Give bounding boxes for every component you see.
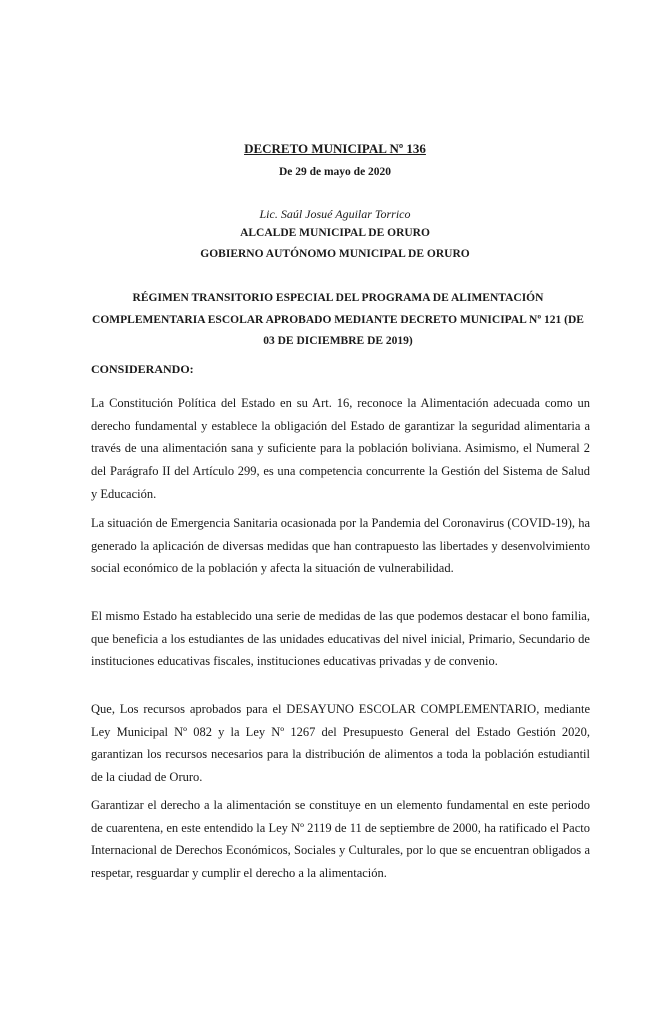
signer-organization: GOBIERNO AUTÓNOMO MUNICIPAL DE ORURO [200, 248, 470, 260]
decree-title: DECRETO MUNICIPAL Nº 136 [244, 141, 426, 156]
paragraph: La situación de Emergencia Sanitaria ocasionada por la Pandemia del Coronavirus (COVID-19), ha generado la aplicación de diversas medidas que han contrapuesto las libertades y desenvolvimiento social económico de la población y afecta la situación de vulnerabilidad. [91, 516, 590, 576]
paragraph: Que, Los recursos aprobados para el DESAYUNO ESCOLAR COMPLEMENTARIO, mediante Ley Municipal Nº 082 y la Ley Nº 1267 del Presupuesto General del Estado Gestión 2020, garantizan los recursos necesarios para la distribución de alimentos a toda la población estudiantil de la ciudad de Oruro. [91, 702, 590, 785]
paragraph: La Constitución Política del Estado en su Art. 16, reconoce la Alimentación adecuada como un derecho fundamental y establece la obligación del Estado de garantizar la seguridad alimentaria a través de una alimentación sana y suficiente para la población boliviana. Asimismo, el Numeral 2 del Parágrafo II del Artículo 299, es una competencia concurrente la Gestión del Sistema de Salud y Educación. [91, 396, 590, 501]
signer-role: ALCALDE MUNICIPAL DE ORURO [240, 227, 430, 239]
considering-heading: CONSIDERANDO: [91, 362, 194, 376]
paragraph: Garantizar el derecho a la alimentación se constituye en un elemento fundamental en este periodo de cuarentena, en este entendido la Ley Nº 2119 de 11 de septiembre de 2000, ha ratificado el Pacto Internacional de Derechos Económicos, Sociales y Culturales, por lo que se encuentran obligados a respetar, resguardar y cumplir el derecho a la alimentación. [91, 798, 590, 881]
decree-subject: RÉGIMEN TRANSITORIO ESPECIAL DEL PROGRAMA DE ALIMENTACIÓN COMPLEMENTARIA ESCOLAR APROBADO MEDIANTE DECRETO MUNICIPAL Nº 121 (DE 03 DE DICIEMBRE DE 2019) [92, 292, 584, 347]
paragraph: El mismo Estado ha establecido una serie de medidas de las que podemos destacar el bono familia, que beneficia a los estudiantes de las unidades educativas del nivel inicial, Primario, Secundario de instituciones educativas fiscales, instituciones educativas privadas y de convenio. [91, 609, 590, 669]
decree-date: De 29 de mayo de 2020 [278, 166, 392, 178]
signer-name: Lic. Saúl Josué Aguilar Torrico [259, 207, 411, 221]
